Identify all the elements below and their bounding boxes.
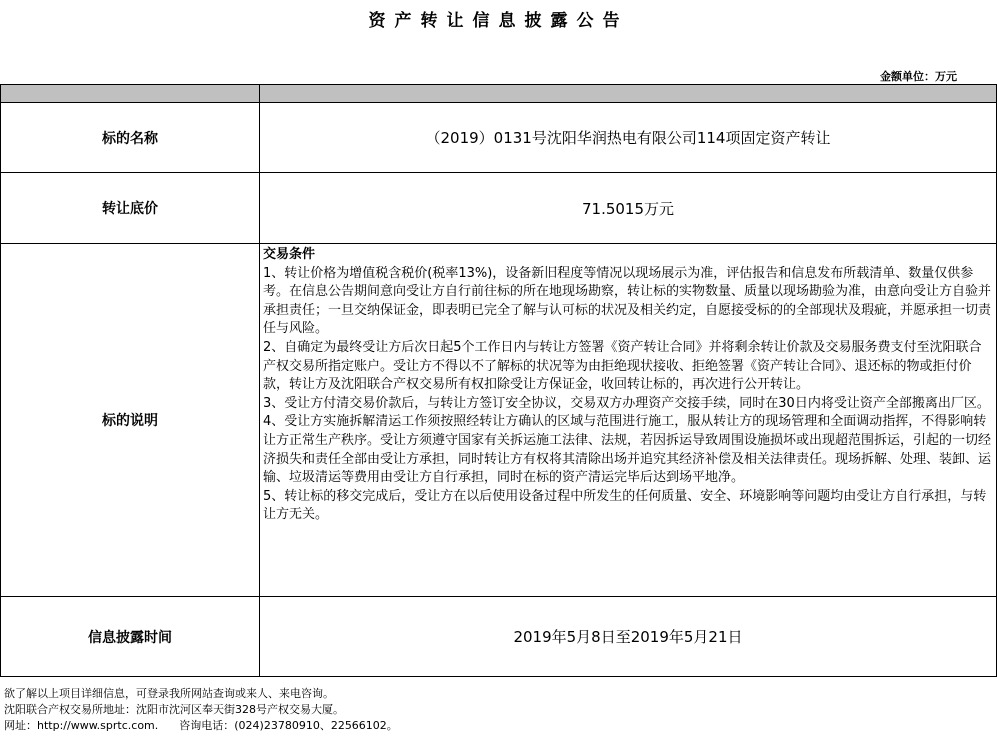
- table-row-disclosure-period: [1, 597, 997, 677]
- subject-name-label: 标的名称: [1, 103, 260, 173]
- footer-inquiry-note: 欲了解以上项目详细信息，可登录我所网站查询或来人、来电咨询。: [4, 687, 334, 700]
- condition-item-1: 1、转让价格为增值税含税价(税率13%)，设备新旧程度等情况以现场展示为准，评估报告和信息发布所载清单、数量仅供参考。在信息公告期间意向受让方自行前往标的所在地现场勘察，转让标的实物数量、质量以现场勘验为准，由意向受让方自验并承担责任；一旦交纳保证金，即表明已完全了解与认可标的状况及相关约定，自愿接受标的的全部现状及瑕疵，并愿承担一切责任与风险。: [263, 265, 992, 337]
- condition-item-2: 2、自确定为最终受让方后次日起5个工作日内与转让方签署《资产转让合同》并将剩余转让价款及交易服务费支付至沈阳联合产权交易所指定账户。受让方不得以不了解标的状况等为由拒绝现状接收、拒绝签署《资产转让合同》、退还标的物或拒付价款，转让方及沈阳联合产权交易所有权扣除受让方保证金，收回转让标的，再次进行公开转让。: [263, 339, 982, 393]
- footer-phone: 咨询电话：(024)23780910、22566102。: [179, 719, 398, 732]
- footer-web-phone-line: [4, 718, 398, 734]
- footer-address: 沈阳联合产权交易所地址：沈阳市沈河区奉天街328号产权交易大厦。: [4, 703, 344, 716]
- table-header-row: [1, 85, 997, 103]
- table-row-reserve-price: [1, 173, 997, 244]
- reserve-price-value: 71.5015万元: [260, 173, 997, 244]
- disclosure-table: [0, 84, 997, 677]
- disclosure-period-value: 2019年5月8日至2019年5月21日: [260, 597, 997, 677]
- header-cell-right: [260, 85, 997, 103]
- disclosure-period-label: 信息披露时间: [1, 597, 260, 677]
- reserve-price-label: 转让底价: [1, 173, 260, 244]
- condition-item-3: 3、受让方付清交易价款后，与转让方签订安全协议，交易双方办理资产交接手续，同时在30日内将受让资产全部搬离出厂区。: [263, 395, 990, 411]
- trade-conditions-heading: 交易条件: [263, 247, 316, 262]
- table-row-description: [1, 244, 997, 597]
- footer-website: 网址：http://www.sprtc.com.: [4, 719, 159, 732]
- footer-contact-info: [4, 686, 398, 734]
- description-label: 标的说明: [1, 244, 260, 597]
- condition-item-5: 5、转让标的移交完成后，受让方在以后使用设备过程中所发生的任何质量、安全、环境影响等问题均由受让方自行承担，与转让方无关。: [263, 488, 987, 523]
- page-title: 资产转让信息披露公告: [368, 11, 629, 31]
- condition-item-4: 4、受让方实施拆解清运工作须按照经转让方确认的区域与范围进行施工，服从转让方的现场管理和全面调动指挥，不得影响转让方正常生产秩序。受让方须遵守国家有关拆运施工法律、法规，若因拆运导致周围设施损坏或出现超范围拆运，引起的一切经济损失和责任全部由受让方承担，同时转让方有权将其清除出场并追究其经济补偿及相关法律责任。现场拆解、处理、装卸、运输、垃圾清运等费用由受让方自行承担，同时在标的资产清运完毕后达到场平地净。: [263, 414, 992, 486]
- description-content: [260, 244, 997, 597]
- header-cell-left: [1, 85, 260, 103]
- subject-name-value: （2019）0131号沈阳华润热电有限公司114项固定资产转让: [260, 103, 997, 173]
- amount-unit-label: 金额单位：万元: [880, 70, 957, 83]
- table-row-subject-name: [1, 103, 997, 173]
